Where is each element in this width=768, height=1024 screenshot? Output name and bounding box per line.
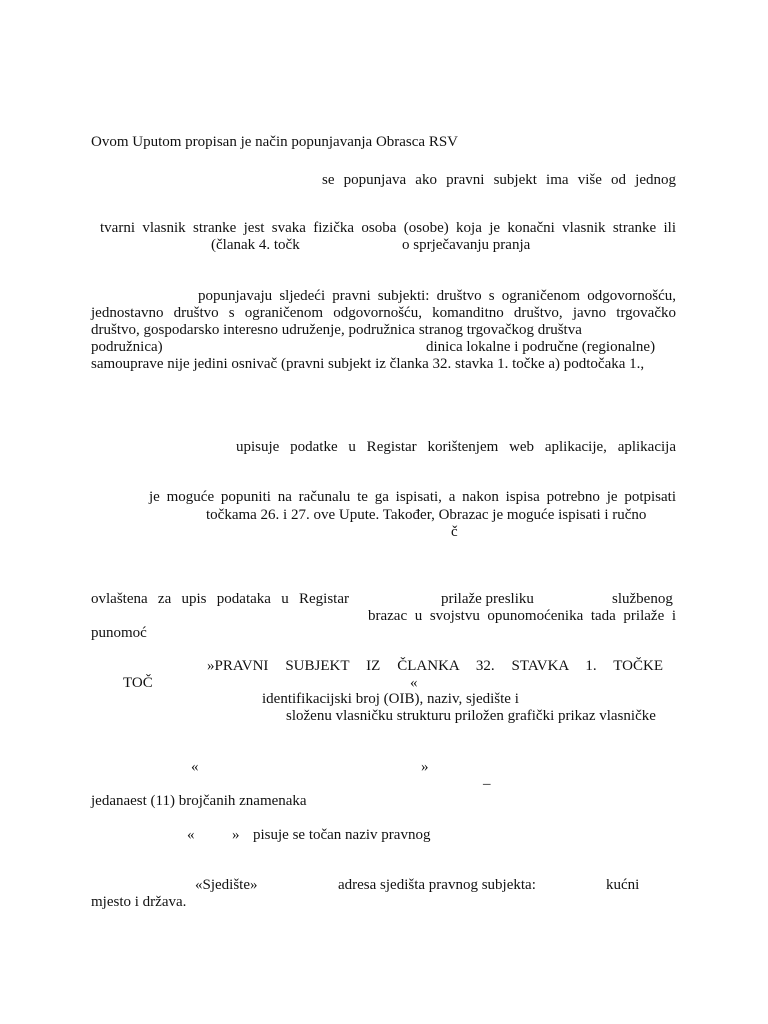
text-line: društvo, gospodarsko interesno udruženje, podružnica stranog trgovačkog društva: [91, 322, 582, 338]
text-line: «: [410, 675, 418, 691]
text-line: punomoć: [91, 625, 147, 641]
text-line: dinica lokalne i područne (regionalne): [426, 339, 656, 355]
text-line: o sprječavanju pranja: [402, 237, 531, 253]
text-line: č: [451, 524, 458, 540]
text-line: ovlaštena za upis podataka u Registar: [91, 591, 349, 607]
text-line: brazac u svojstvu opunomoćenika tada prilaže i: [368, 608, 676, 624]
text-line: složenu vlasničku strukturu priložen grafički prikaz vlasničke: [286, 708, 656, 724]
text-line: identifikacijski broj (OIB), naziv, sjedište i: [262, 691, 519, 707]
text-line: prilaže presliku: [441, 591, 534, 607]
text-line: točkama 26. i 27. ove Upute. Također, Obrazac je moguće ispisati i ručno: [206, 507, 647, 523]
text-line: pisuje se točan naziv pravnog: [253, 827, 431, 843]
text-line: mjesto i država.: [91, 894, 187, 910]
text-line: »: [421, 759, 429, 775]
text-line: je moguće popuniti na računalu te ga ispisati, a nakon ispisa potrebno je potpisati: [149, 489, 676, 505]
text-line: podružnica): [91, 339, 163, 355]
text-line: «Sjedište»: [195, 877, 258, 893]
text-line: tvarni vlasnik stranke jest svaka fizička osoba (osobe) koja je konačni vlasnik stranke ili: [100, 220, 676, 236]
text-line: se popunjava ako pravni subjekt ima više od jednog: [322, 172, 676, 188]
text-line: samouprave nije jedini osnivač (pravni subjekt iz članka 32. stavka 1. točke a) podtočaka 1.,: [91, 356, 645, 372]
text-line: «: [191, 759, 199, 775]
text-line: jedanaest (11) brojčanih znamenaka: [91, 793, 307, 809]
text-line: »: [232, 827, 240, 843]
text-line: adresa sjedišta pravnog subjekta:: [338, 877, 536, 893]
text-line: službenog: [612, 591, 673, 607]
text-line: TOČ: [123, 675, 153, 691]
text-line: jednostavno društvo s ograničenom odgovornošću, komanditno društvo, javno trgovačko: [91, 305, 676, 321]
text-line: Ovom Uputom propisan je način popunjavanja Obrasca RSV: [91, 134, 459, 150]
text-line: »PRAVNI SUBJEKT IZ ČLANKA 32. STAVKA 1. TOČKE: [207, 658, 663, 674]
text-line: popunjavaju sljedeći pravni subjekti: društvo s ograničenom odgovornošću,: [198, 288, 676, 304]
text-line: (članak 4. točk: [211, 237, 300, 253]
text-line: –: [483, 776, 491, 792]
text-line: upisuje podatke u Registar korištenjem web aplikacije, aplikacija: [236, 439, 676, 455]
text-line: kućni: [606, 877, 640, 893]
text-line: «: [187, 827, 195, 843]
